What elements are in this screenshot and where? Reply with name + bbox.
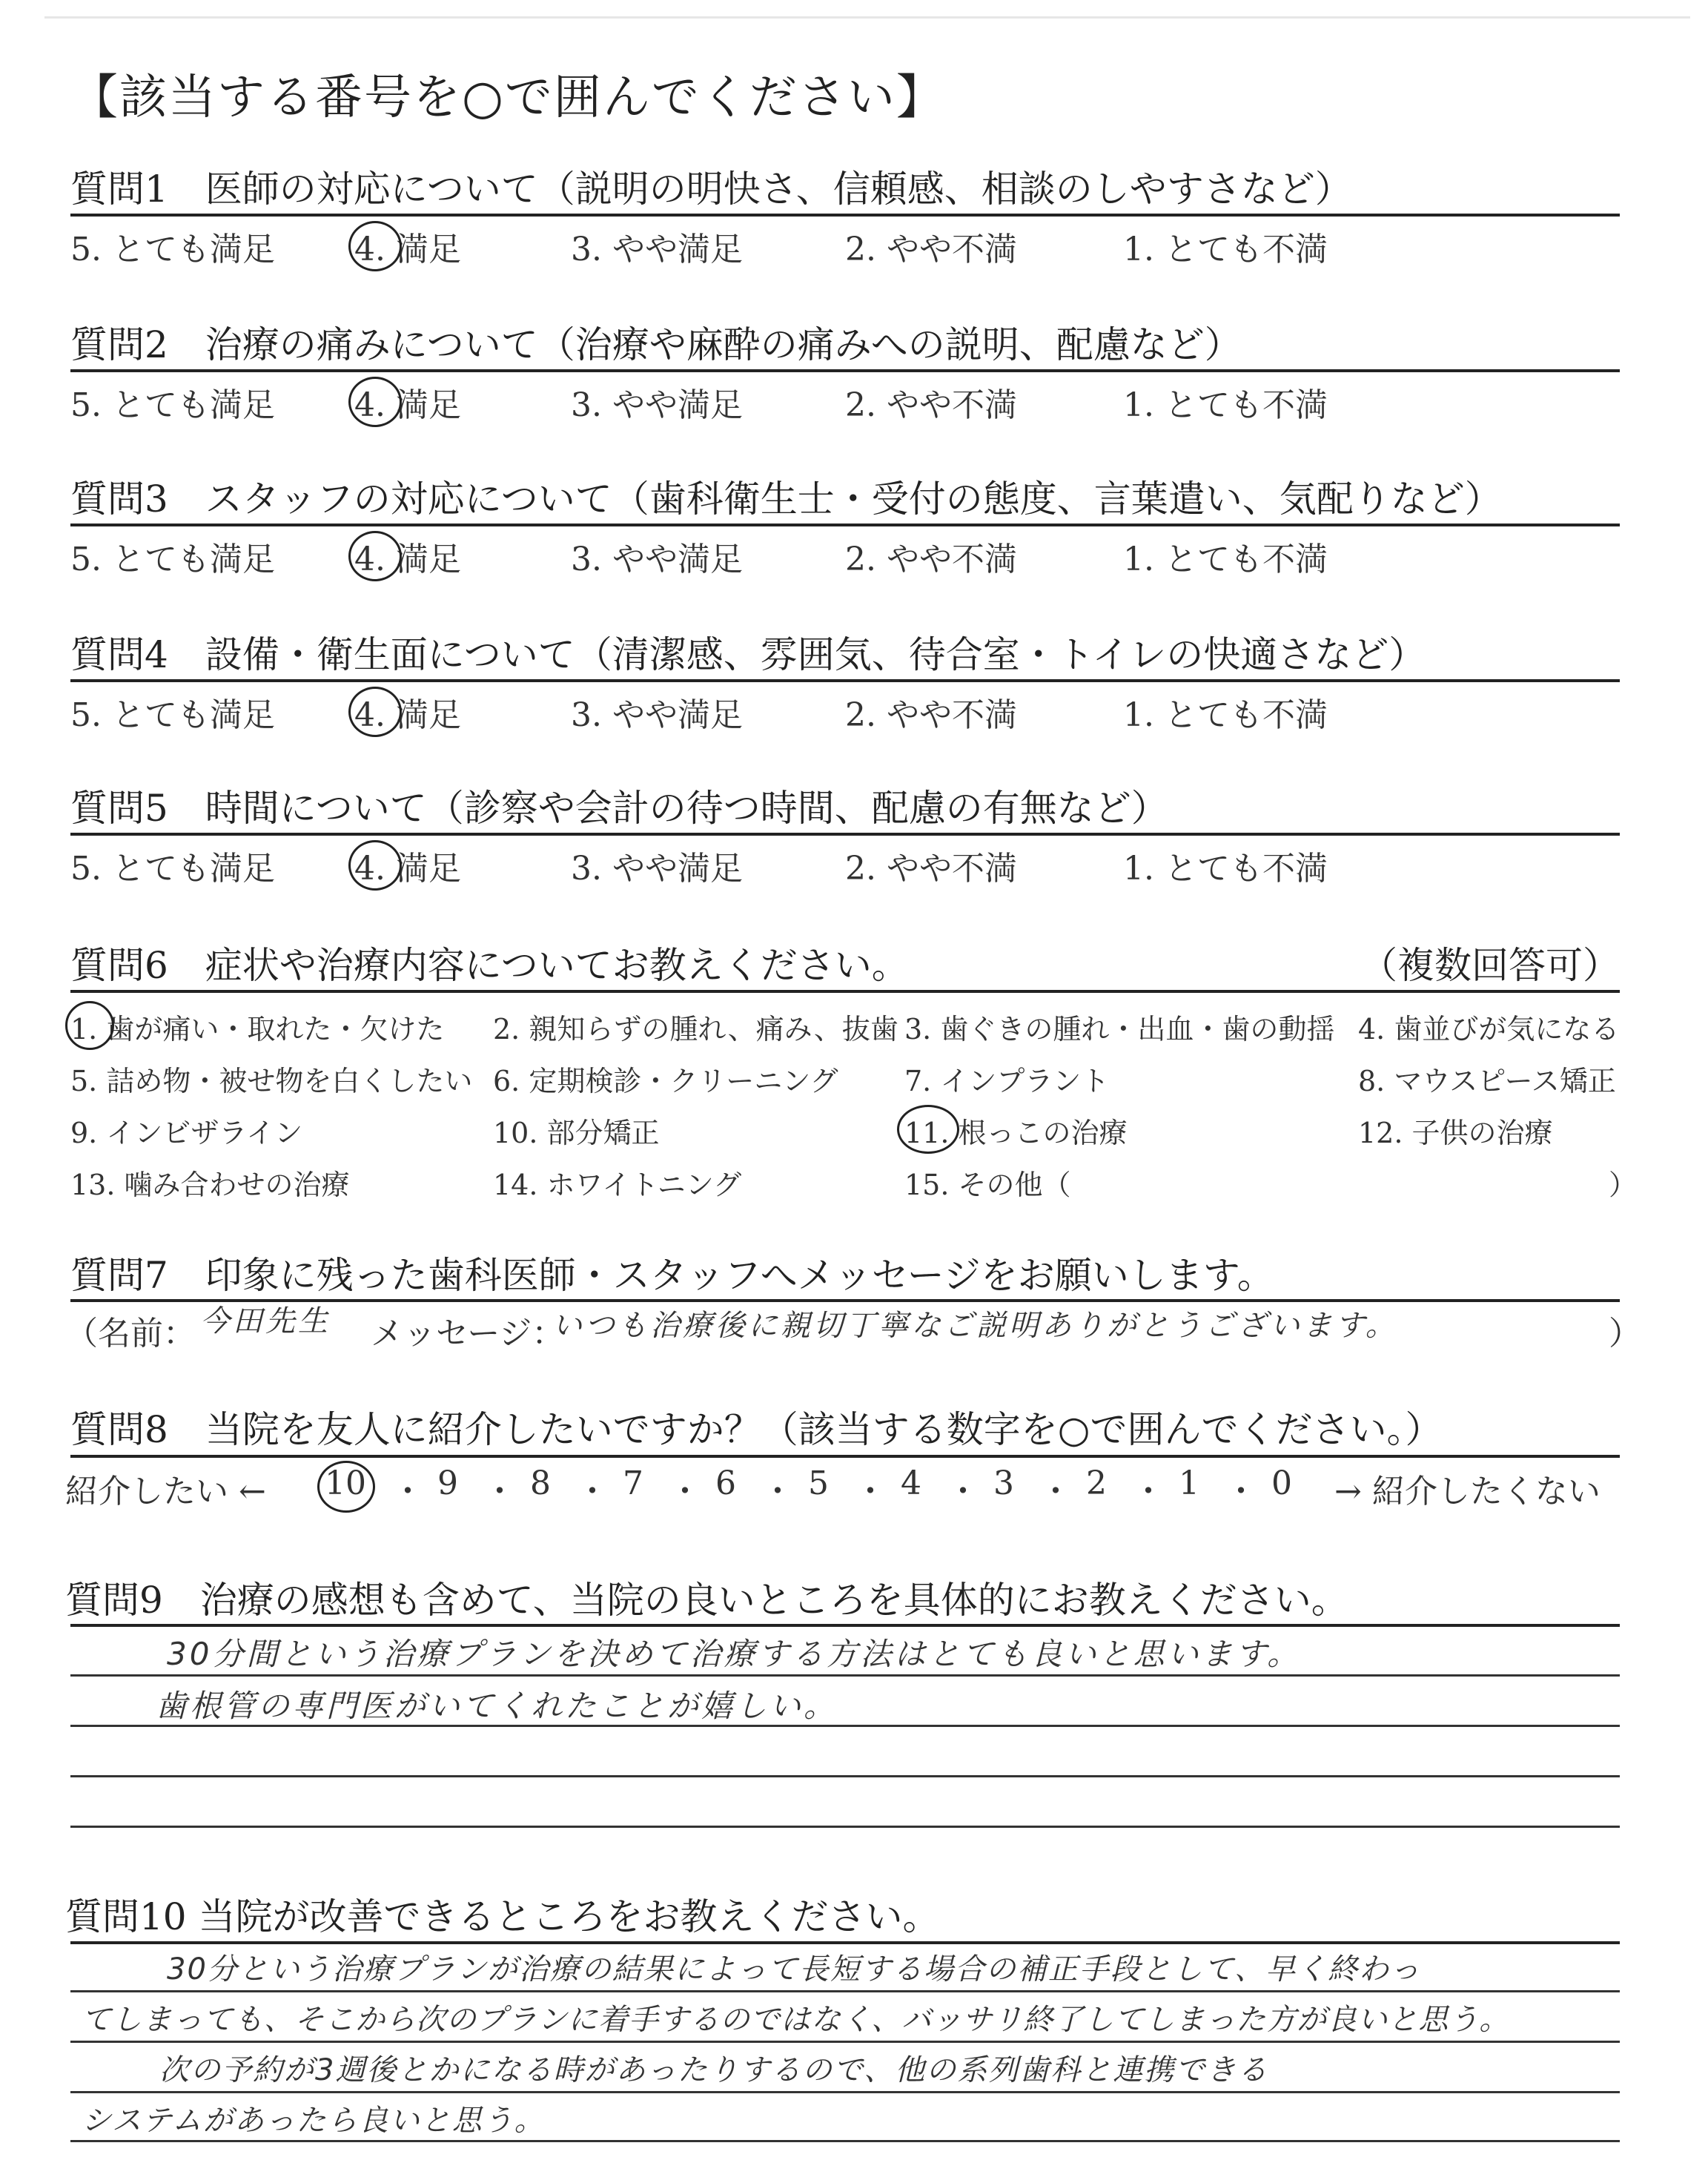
q6-option-11: 11. 根っこの治療 bbox=[904, 1117, 1128, 1149]
q3-option-1: 1. とても不満 bbox=[1123, 541, 1328, 578]
q7-close-paren: ） bbox=[1609, 1315, 1641, 1353]
q10-answer-line-4: システムがあったら良いと思う。 bbox=[82, 2104, 546, 2138]
q2-option-4: 4. 満足 bbox=[354, 386, 461, 424]
q10-answer-rule bbox=[70, 2140, 1620, 2142]
q5-option-4: 4. 満足 bbox=[354, 850, 461, 888]
q8-scale-9: 9 bbox=[437, 1464, 458, 1502]
q4-option-3: 3. やや満足 bbox=[571, 696, 743, 734]
q9-answer-rule bbox=[70, 1725, 1620, 1727]
q8-scale-7: 7 bbox=[623, 1464, 643, 1502]
q10-answer-line-3: 次の予約が3週後とかになる時があったりするので、他の系列歯科と連携できる bbox=[159, 2053, 1269, 2087]
q3-option-3: 3. やや満足 bbox=[571, 541, 743, 578]
question-8-rule bbox=[70, 1455, 1620, 1458]
q8-dot: ・ bbox=[854, 1473, 887, 1510]
q8-scale-1: 1 bbox=[1179, 1464, 1199, 1502]
q5-option-5: 5. とても満足 bbox=[70, 850, 275, 888]
q8-selected-circle bbox=[317, 1461, 375, 1513]
q6-option-2: 2. 親知らずの腫れ、痛み、抜歯 bbox=[493, 1013, 898, 1046]
q6-option-10: 10. 部分矯正 bbox=[493, 1117, 660, 1149]
q4-option-2: 2. やや不満 bbox=[845, 696, 1017, 734]
q7-message-label: メッセージ： bbox=[371, 1315, 565, 1353]
q6-option-15: 15. その他（ bbox=[904, 1169, 1071, 1201]
question-6-rule bbox=[70, 990, 1620, 993]
q1-option-5: 5. とても満足 bbox=[70, 231, 275, 268]
q9-answer-line-2: 歯根管の専門医がいてくれたことが嬉しい。 bbox=[156, 1688, 838, 1724]
question-7-title: 質問7 印象に残った歯科医師・スタッフへメッセージをお願いします。 bbox=[70, 1254, 1274, 1297]
q3-option-4: 4. 満足 bbox=[354, 541, 461, 578]
question-2-title: 質問2 治療の痛みについて（治療や麻酔の痛みへの説明、配慮など） bbox=[70, 323, 1242, 366]
q8-scale-3: 3 bbox=[993, 1464, 1014, 1502]
question-5-rule bbox=[70, 833, 1620, 836]
page-title: 【該当する番号を○で囲んでください】 bbox=[70, 70, 945, 125]
q7-message-handwritten: いつも治療後に親切丁寧なご説明ありがとうございます。 bbox=[552, 1309, 1398, 1343]
question-3-rule bbox=[70, 524, 1620, 526]
q2-option-5: 5. とても満足 bbox=[70, 386, 275, 424]
q8-scale-0: 0 bbox=[1271, 1464, 1292, 1502]
q3-option-2: 2. やや不満 bbox=[845, 541, 1017, 578]
question-6-title: 質問6 症状や治療内容についてお教えください。 bbox=[70, 944, 909, 987]
q8-dot: ・ bbox=[669, 1473, 701, 1510]
q4-option-5: 5. とても満足 bbox=[70, 696, 275, 734]
q1-option-2: 2. やや不満 bbox=[845, 231, 1017, 268]
q8-dot: ・ bbox=[1225, 1473, 1257, 1510]
q9-answer-line-1: 30分間という治療プランを決めて治療する方法はとても良いと思います。 bbox=[167, 1636, 1302, 1672]
q10-answer-line-2: てしまっても、そこから次のプランに着手するのではなく、バッサリ終了してしまった方が良いと思う。 bbox=[82, 2003, 1510, 2037]
q5-option-2: 2. やや不満 bbox=[845, 850, 1017, 888]
question-10-title: 質問10 当院が改善できるところをお教えください。 bbox=[65, 1895, 940, 1938]
q6-option-14: 14. ホワイトニング bbox=[493, 1169, 742, 1201]
q10-answer-rule bbox=[70, 2091, 1620, 2093]
q2-selected-circle bbox=[348, 377, 402, 427]
q6-option-1: 1. 歯が痛い・取れた・欠けた bbox=[70, 1013, 445, 1046]
q10-answer-rule bbox=[70, 2041, 1620, 2043]
q6-option-5: 5. 詰め物・被せ物を白くしたい bbox=[70, 1065, 473, 1097]
q8-dot: ・ bbox=[1132, 1473, 1165, 1510]
q1-option-1: 1. とても不満 bbox=[1123, 231, 1328, 268]
q9-answer-rule bbox=[70, 1826, 1620, 1828]
question-4-rule bbox=[70, 679, 1620, 682]
q6-option-9: 9. インビザライン bbox=[70, 1117, 303, 1149]
q8-scale-10: 10 bbox=[325, 1464, 366, 1502]
q1-selected-circle bbox=[348, 221, 402, 271]
question-2-rule bbox=[70, 369, 1620, 372]
q9-answer-rule bbox=[70, 1674, 1620, 1677]
q6-selected-circle-1 bbox=[65, 1001, 114, 1050]
q4-selected-circle bbox=[348, 687, 402, 737]
q10-answer-rule bbox=[70, 1990, 1620, 1992]
q3-option-5: 5. とても満足 bbox=[70, 541, 275, 578]
q5-option-1: 1. とても不満 bbox=[1123, 850, 1328, 888]
question-5-title: 質問5 時間について（診察や会計の待つ時間、配慮の有無など） bbox=[70, 787, 1168, 830]
q8-dot: ・ bbox=[947, 1473, 979, 1510]
q9-answer-rule bbox=[70, 1775, 1620, 1777]
q6-option-8: 8. マウスピース矯正 bbox=[1358, 1065, 1616, 1097]
q8-dot: ・ bbox=[1039, 1473, 1072, 1510]
q8-scale-8: 8 bbox=[530, 1464, 551, 1502]
q1-option-4: 4. 満足 bbox=[354, 231, 461, 268]
q8-scale-6: 6 bbox=[715, 1464, 736, 1502]
q8-dot: ・ bbox=[576, 1473, 609, 1510]
q5-option-3: 3. やや満足 bbox=[571, 850, 743, 888]
q8-scale-5: 5 bbox=[808, 1464, 829, 1502]
q2-option-1: 1. とても不満 bbox=[1123, 386, 1328, 424]
q6-option-6: 6. 定期検診・クリーニング bbox=[493, 1065, 838, 1097]
q2-option-3: 3. やや満足 bbox=[571, 386, 743, 424]
q1-option-3: 3. やや満足 bbox=[571, 231, 743, 268]
q6-option-15-close: ） bbox=[1609, 1169, 1638, 1201]
question-1-title: 質問1 医師の対応について（説明の明快さ、信頼感、相談のしやすさなど） bbox=[70, 168, 1352, 211]
q7-name-handwritten: 今田先生 bbox=[200, 1304, 331, 1338]
q8-left-label: 紹介したい ← bbox=[65, 1473, 266, 1510]
question-9-rule bbox=[70, 1624, 1620, 1627]
q2-option-2: 2. やや不満 bbox=[845, 386, 1017, 424]
q8-dot: ・ bbox=[483, 1473, 516, 1510]
q5-selected-circle bbox=[348, 840, 402, 891]
q8-scale-2: 2 bbox=[1086, 1464, 1107, 1502]
top-rule bbox=[44, 16, 1690, 19]
q4-option-1: 1. とても不満 bbox=[1123, 696, 1328, 734]
question-1-rule bbox=[70, 214, 1620, 217]
q6-option-7: 7. インプラント bbox=[904, 1065, 1110, 1097]
q4-option-4: 4. 満足 bbox=[354, 696, 461, 734]
q6-selected-circle-11 bbox=[897, 1105, 959, 1154]
q6-option-4: 4. 歯並びが気になる bbox=[1358, 1013, 1620, 1046]
q3-selected-circle bbox=[348, 531, 402, 581]
q8-dot: ・ bbox=[391, 1473, 424, 1510]
question-3-title: 質問3 スタッフの対応について（歯科衛生士・受付の態度、言葉遣い、気配りなど） bbox=[70, 478, 1502, 521]
q8-dot: ・ bbox=[761, 1473, 794, 1510]
q7-name-label: （名前： bbox=[65, 1315, 196, 1353]
question-4-title: 質問4 設備・衛生面について（清潔感、雰囲気、待合室・トイレの快適さなど） bbox=[70, 633, 1426, 676]
question-10-rule bbox=[70, 1941, 1620, 1944]
q10-answer-line-1: 30分という治療プランが治療の結果によって長短する場合の補正手段として、早く終わっ bbox=[167, 1952, 1421, 1986]
q8-scale-4: 4 bbox=[901, 1464, 921, 1502]
question-8-title: 質問8 当院を友人に紹介したいですか？（該当する数字を○で囲んでください。） bbox=[70, 1408, 1443, 1451]
question-6-note: （複数回答可） bbox=[1360, 944, 1620, 987]
q6-option-12: 12. 子供の治療 bbox=[1358, 1117, 1553, 1149]
q8-right-label: → 紹介したくない bbox=[1334, 1473, 1601, 1510]
q6-option-13: 13. 噛み合わせの治療 bbox=[70, 1169, 350, 1201]
question-9-title: 質問9 治療の感想も含めて、当院の良いところを具体的にお教えください。 bbox=[65, 1579, 1348, 1622]
q6-option-3: 3. 歯ぐきの腫れ・出血・歯の動揺 bbox=[904, 1013, 1335, 1046]
